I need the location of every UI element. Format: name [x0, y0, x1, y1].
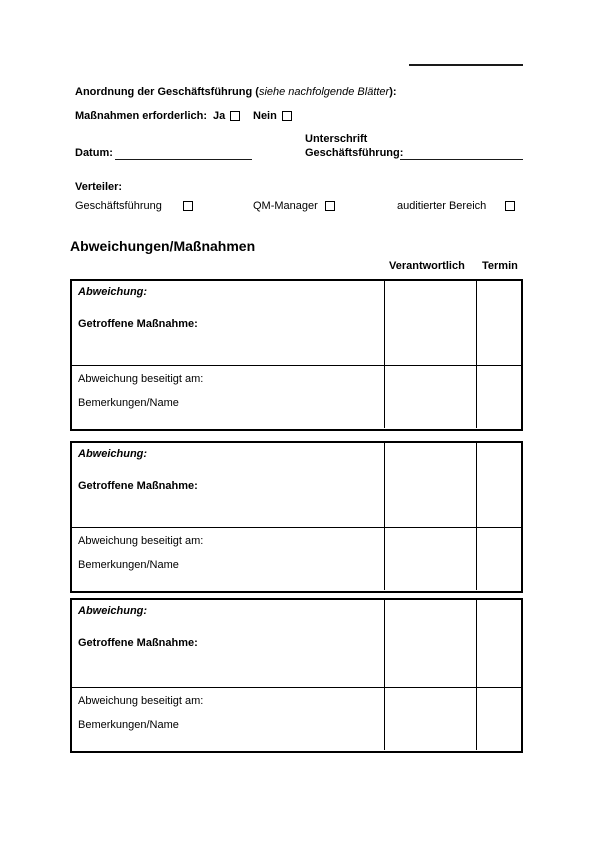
distribution-label: Verteiler:	[75, 181, 123, 193]
order-line-prefix: Anordnung der Geschäftsführung (	[75, 86, 259, 98]
date-fill-line[interactable]	[115, 147, 252, 160]
measures-option-ja	[213, 110, 240, 122]
resolved-label: Abweichung beseitigt am:	[78, 373, 204, 385]
resolved-label: Abweichung beseitigt am:	[78, 535, 204, 547]
header-blank-line[interactable]	[409, 64, 523, 66]
remarks-label: Bemerkungen/Name	[78, 559, 179, 571]
deadline-entry-cell[interactable]	[476, 528, 521, 590]
ja-label: Ja	[213, 110, 226, 122]
action-label: Getroffene Maßnahme:	[78, 318, 198, 330]
deviation-block-3	[70, 598, 523, 753]
deviation-block-1	[70, 279, 523, 431]
distribution-checkbox-qm-manager[interactable]	[325, 201, 335, 211]
action-label: Getroffene Maßnahme:	[78, 637, 198, 649]
deviations-heading: Abweichungen/Maßnahmen	[70, 238, 256, 254]
ja-checkbox[interactable]	[230, 111, 240, 121]
column-header-deadline: Termin	[482, 260, 518, 272]
signature-label-line1: Unterschrift	[305, 133, 368, 145]
measures-required-label: Maßnahmen erforderlich:	[75, 110, 208, 122]
nein-checkbox[interactable]	[282, 111, 292, 121]
deadline-entry-cell[interactable]	[476, 443, 521, 527]
signature-fill-line[interactable]	[400, 147, 523, 160]
deadline-entry-cell[interactable]	[476, 600, 521, 687]
distribution-checkbox-geschaeftsfuehrung[interactable]	[183, 201, 193, 211]
deadline-entry-cell[interactable]	[476, 366, 521, 428]
responsible-entry-cell[interactable]	[384, 600, 476, 687]
deviation-label: Abweichung:	[78, 448, 148, 460]
nein-label: Nein	[253, 110, 277, 122]
deviation-label: Abweichung:	[78, 286, 148, 298]
resolved-cell	[72, 528, 384, 590]
signature-label-line2: Geschäftsführung:	[305, 147, 404, 159]
distribution-checkbox-auditierter-bereich[interactable]	[505, 201, 515, 211]
column-header-responsible: Verantwortlich	[389, 260, 465, 272]
deviation-cell	[72, 281, 384, 365]
deviation-block-2	[70, 441, 523, 593]
deviation-label: Abweichung:	[78, 605, 148, 617]
distribution-item-geschaeftsfuehrung: Geschäftsführung	[75, 200, 162, 212]
distribution-item-qm-manager: QM-Manager	[253, 200, 318, 212]
measures-option-nein	[253, 110, 292, 122]
remarks-label: Bemerkungen/Name	[78, 397, 179, 409]
distribution-item-auditierter-bereich: auditierter Bereich	[397, 200, 487, 212]
remarks-label: Bemerkungen/Name	[78, 719, 179, 731]
resolved-cell	[72, 366, 384, 428]
deviation-cell	[72, 443, 384, 527]
deadline-entry-cell[interactable]	[476, 281, 521, 365]
responsible-entry-cell[interactable]	[384, 528, 476, 590]
responsible-entry-cell[interactable]	[384, 688, 476, 750]
responsible-entry-cell[interactable]	[384, 366, 476, 428]
resolved-cell	[72, 688, 384, 750]
resolved-label: Abweichung beseitigt am:	[78, 695, 204, 707]
order-line	[75, 86, 397, 98]
order-line-italic: siehe nachfolgende Blätter	[258, 86, 390, 98]
responsible-entry-cell[interactable]	[384, 443, 476, 527]
deadline-entry-cell[interactable]	[476, 688, 521, 750]
order-line-suffix: ):	[389, 86, 397, 98]
date-label: Datum:	[75, 147, 113, 159]
responsible-entry-cell[interactable]	[384, 281, 476, 365]
deviation-cell	[72, 600, 384, 687]
action-label: Getroffene Maßnahme:	[78, 480, 198, 492]
